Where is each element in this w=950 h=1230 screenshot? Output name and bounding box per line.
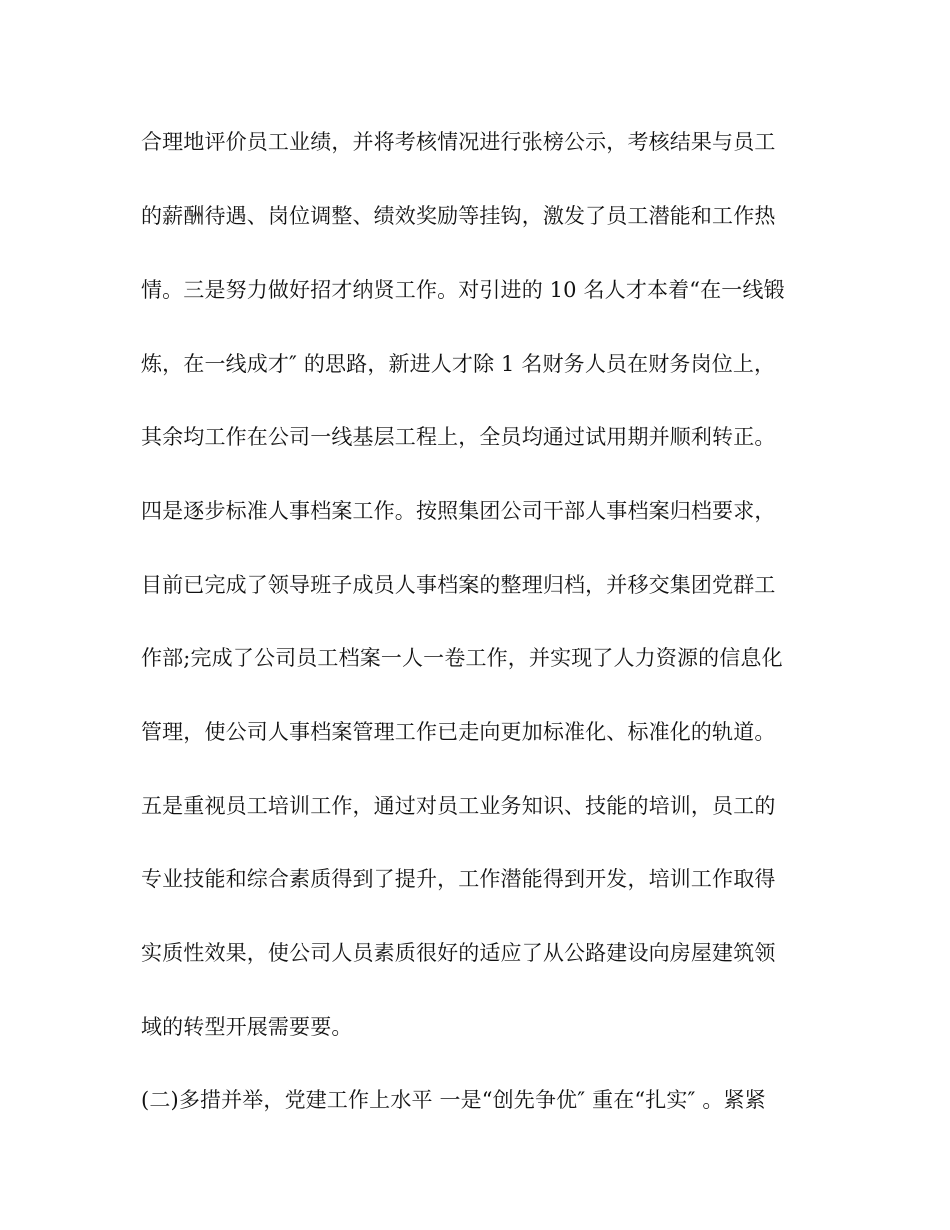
text-line: 管理，使公司人事档案管理工作已走向更加标准化、标准化的轨道。	[141, 720, 776, 744]
text-line: 炼，在一线成才″ 的思路，新进人才除 1 名财务人员在财务岗位上，	[141, 352, 776, 376]
text-line: 四是逐步标准人事档案工作。按照集团公司干部人事档案归档要求，	[141, 499, 776, 523]
text-line: 其余均工作在公司一线基层工程上，全员均通过试用期并顺利转正。	[141, 425, 776, 449]
text-line: 目前已完成了领导班子成员人事档案的整理归档，并移交集团党群工	[141, 573, 776, 597]
text-line: 实质性效果，使公司人员素质很好的适应了从公路建设向房屋建筑领	[141, 941, 776, 965]
text-line: 情。三是努力做好招才纳贤工作。对引进的 10 名人才本着“在一线锻	[141, 278, 785, 302]
text-line: 域的转型开展需要要。	[141, 1015, 353, 1039]
text-line: 合理地评价员工业绩，并将考核情况进行张榜公示，考核结果与员工	[141, 130, 776, 154]
text-line: 的薪酬待遇、岗位调整、绩效奖励等挂钩，激发了员工潜能和工作热	[141, 204, 776, 228]
text-line: 五是重视员工培训工作，通过对员工业务知识、技能的培训，员工的	[141, 794, 776, 818]
text-line: 专业技能和综合素质得到了提升，工作潜能得到开发，培训工作取得	[141, 867, 776, 891]
section-heading-line: (二)多措并举，党建工作上水平 一是“创先争优″ 重在“扎实″ 。紧紧	[141, 1088, 766, 1112]
text-line: 作部;完成了公司员工档案一人一卷工作，并实现了人力资源的信息化	[141, 646, 783, 670]
